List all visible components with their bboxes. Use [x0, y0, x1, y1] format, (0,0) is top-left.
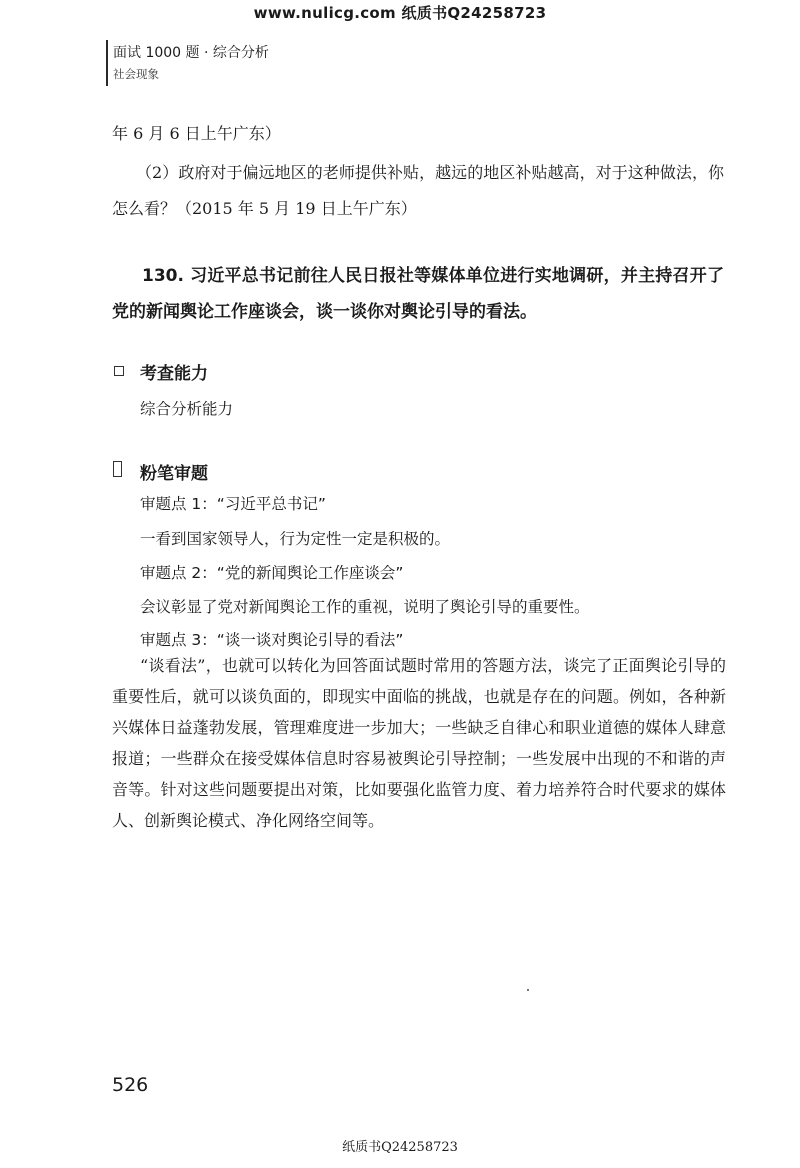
intro-item-2: （2）政府对于偏远地区的老师提供补贴，越远的地区补贴越高，对于这种做法，你怎么看？（2015 年 5 月 19 日上午广东）	[112, 163, 724, 218]
running-header-subtitle: 社会现象	[113, 67, 159, 81]
review-title: 粉笔审题	[140, 464, 208, 484]
bottom-watermark: 纸质书Q24258723	[342, 1140, 458, 1155]
square-bullet-icon	[114, 366, 124, 376]
top-watermark: www.nulicg.com 纸质书Q24258723	[253, 4, 547, 22]
stray-dot	[527, 989, 529, 991]
intro-line: 年 6 月 6 日上午广东）	[112, 124, 281, 143]
review-point-3-label: 审题点 3：“谈一谈对舆论引导的看法”	[140, 631, 404, 649]
header-rule	[106, 40, 108, 86]
review-body-paragraph: “谈看法”，也就可以转化为回答面试题时常用的答题方法，谈完了正面舆论引导的重要性后，就可以谈负面的，即现实中面临的挑战，也就是存在的问题。例如，各种新兴媒体日益蓬勃发展，管理难度进一步加大；一些缺乏自律心和职业道德的媒体人肆意报道；一些群众在接受媒体信息时容易被舆论引导控制；一些发展中出现的不和谐的声音等。针对这些问题要提出对策，比如要强化监管力度、着力培养符合时代要求的媒体人、创新舆论模式、净化网络空间等。	[112, 656, 726, 830]
ability-title: 考查能力	[140, 364, 208, 384]
running-header-title: 面试 1000 题 · 综合分析	[113, 45, 269, 61]
ability-value: 综合分析能力	[140, 400, 234, 418]
review-point-2-label: 审题点 2：“党的新闻舆论工作座谈会”	[140, 564, 404, 582]
review-point-2-text: 会议彰显了党对新闻舆论工作的重视，说明了舆论引导的重要性。	[140, 598, 590, 616]
review-point-1-text: 一看到国家领导人，行为定性一定是积极的。	[140, 530, 451, 548]
double-square-bullet-icon	[113, 461, 122, 477]
page-number: 526	[112, 1074, 149, 1096]
question-heading: 130. 习近平总书记前往人民日报社等媒体单位进行实地调研，并主持召开了党的新闻舆论工作座谈会，谈一谈你对舆论引导的看法。	[112, 266, 724, 322]
review-point-1-label: 审题点 1：“习近平总书记”	[140, 495, 326, 513]
